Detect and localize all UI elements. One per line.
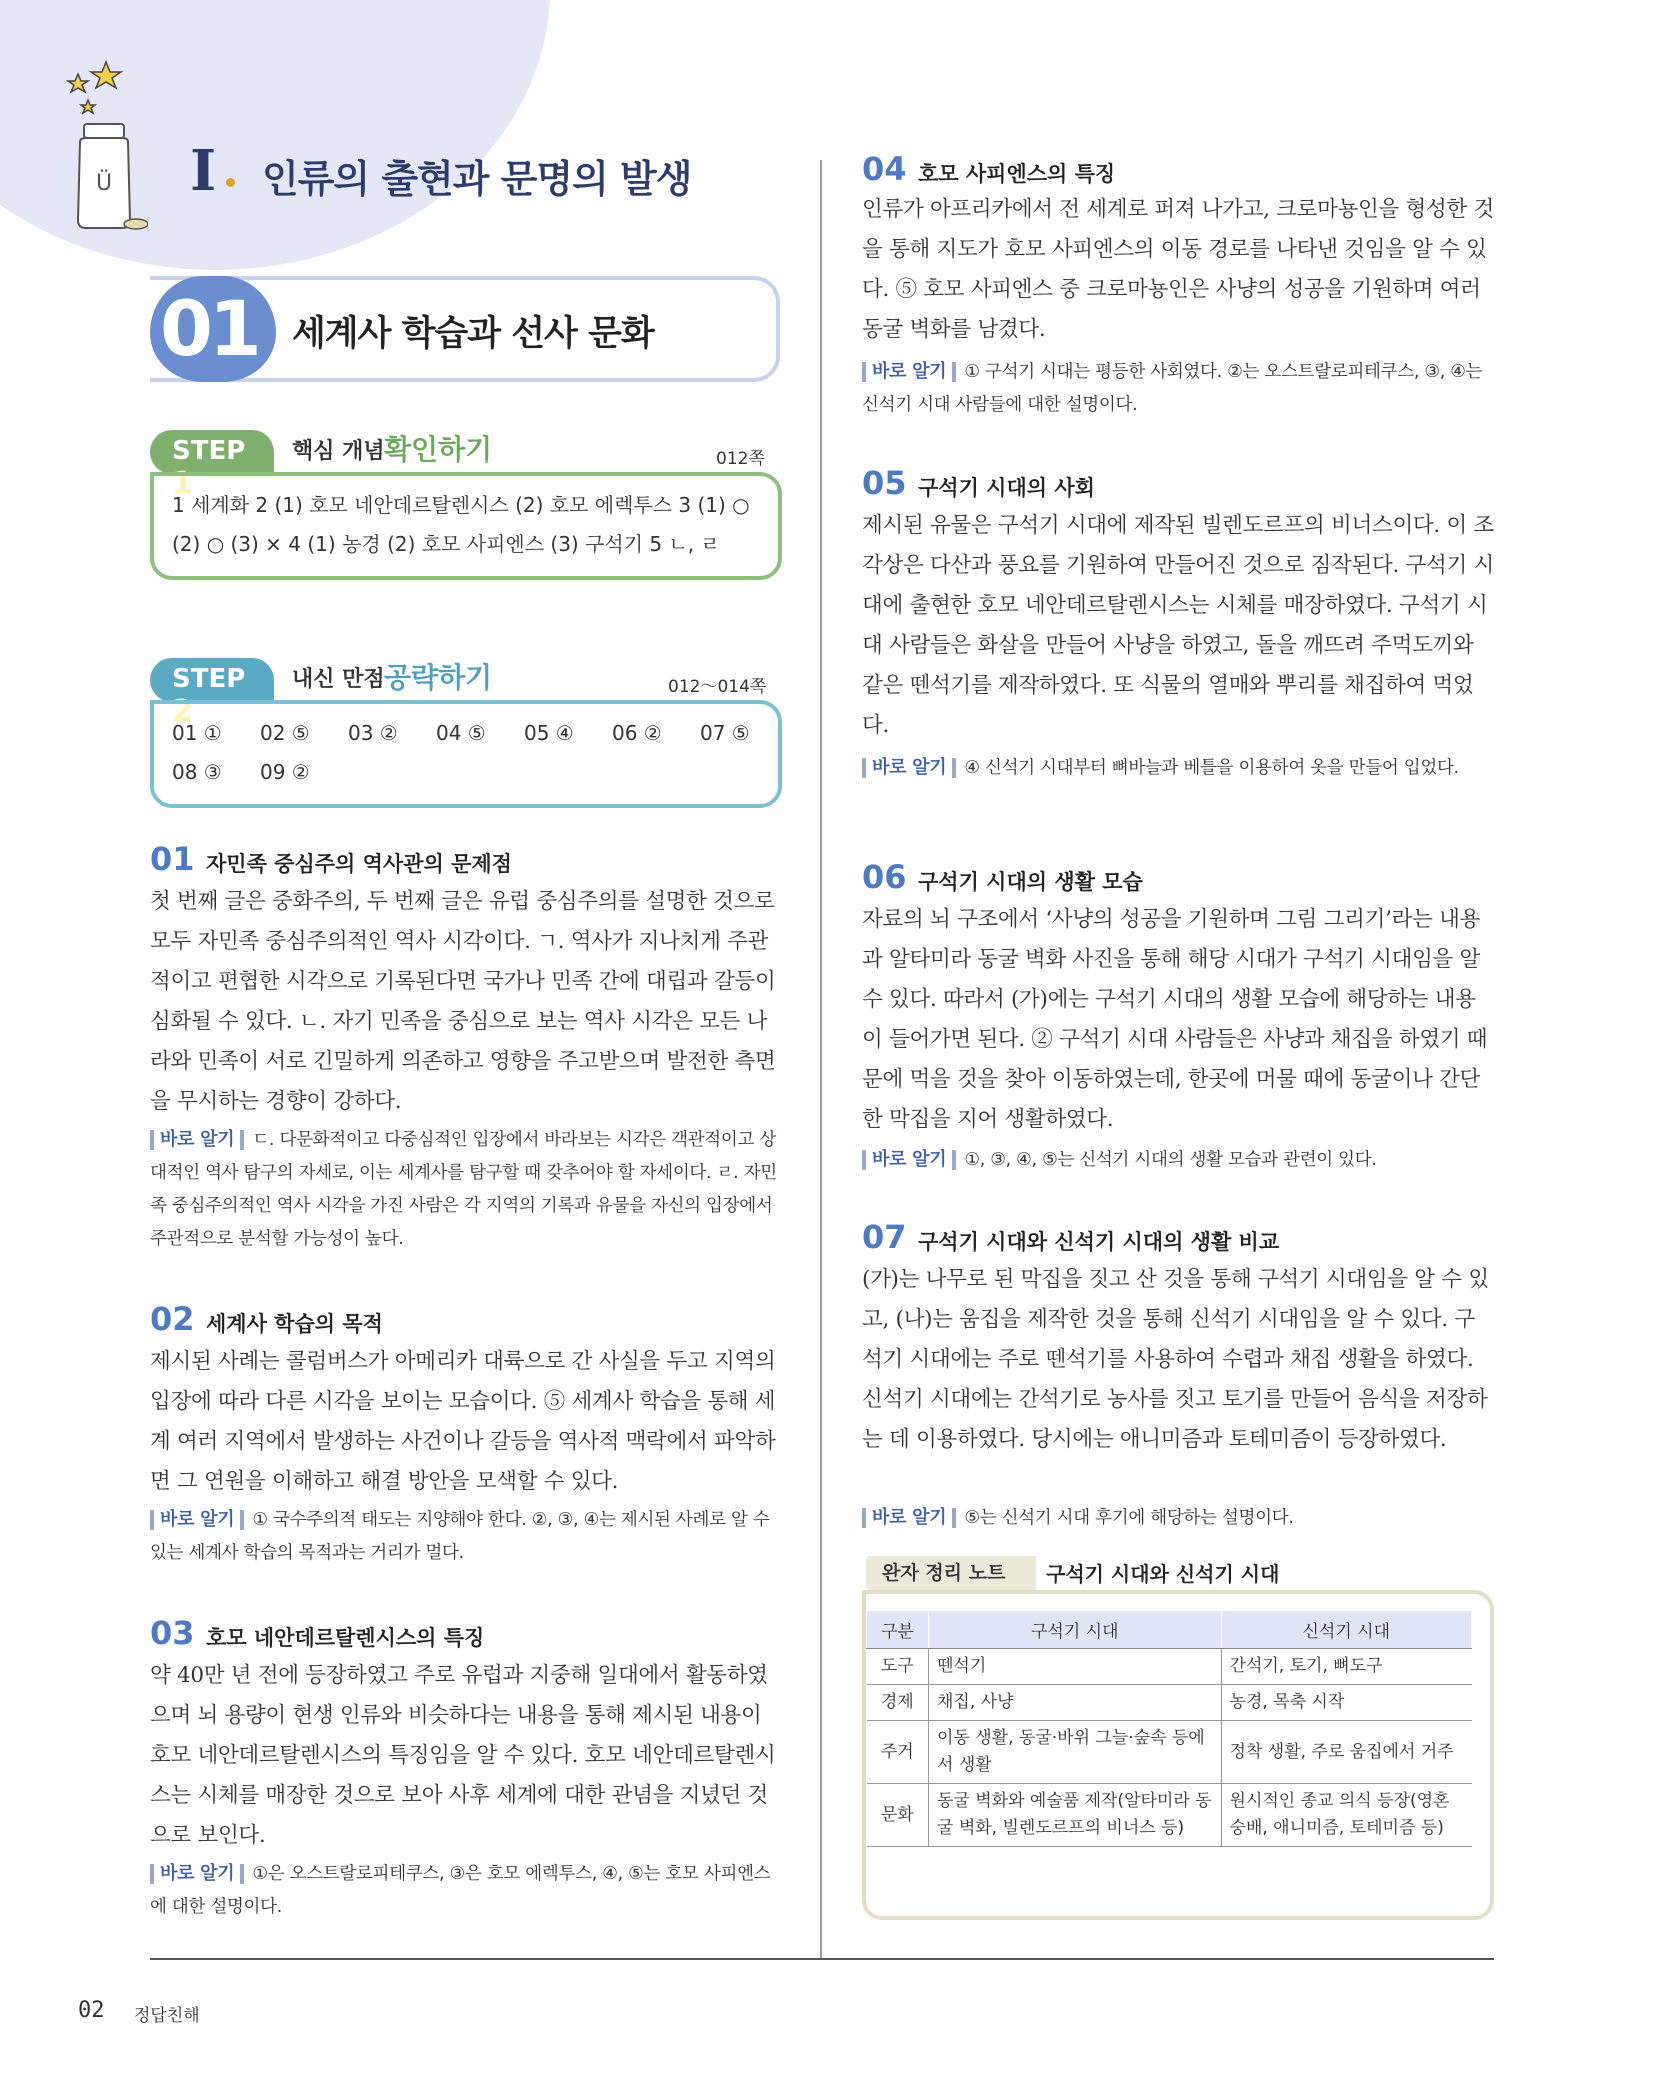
section-note: 바로 알기 ④ 신석기 시대부터 뼈바늘과 베틀을 이용하여 옷을 만들어 입었다. [862,752,1494,785]
section-number: 04 [862,150,907,188]
section-title: 구석기 시대의 사회 [918,476,1095,500]
step1-highlight: 확인하기 [384,433,493,466]
step2-answer: 01 ① [172,721,222,745]
table-cell: 정착 생활, 주로 움집에서 거주 [1221,1721,1471,1784]
section-number: 03 [150,1614,195,1652]
section-note: 바로 알기 ① 국수주의적 태도는 지양해야 한다. ②, ③, ④는 제시된 사례로 알 수 있는 세계사 학습의 목적과는 거리가 멀다. [150,1509,770,1563]
step1-line1: 1 세계화 2 (1) 호모 네안데르탈렌시스 (2) 호모 에렉투스 3 (1) ○ [172,493,750,517]
section-body: 약 40만 년 전에 등장하였고 주로 유럽과 지중해 일대에서 활동하였으며 뇌 용량이 현생 인류와 비슷하다는 내용을 통해 제시된 내용이 호모 네안데르탈렌시스의 특징임을 알 수 있다. 호모 네안데르탈렌시스는 시체를 매장한 것으로 보아 사후 세계에 대한 관념을 지녔던 것으로 보인다. [150,1663,776,1848]
table-header: 구석기 시대 [929,1611,1222,1649]
svg-text:Ü: Ü [96,171,113,196]
table-header: 신석기 시대 [1221,1611,1471,1649]
answer-tag: 바로 알기 [862,758,956,778]
table-cell: 도구 [867,1649,929,1685]
table-cell: 채집, 사냥 [929,1685,1222,1721]
section-number: 06 [862,858,907,896]
answer-tag: 바로 알기 [150,1510,244,1530]
table-cell: 원시적인 종교 의식 등장(영혼 숭배, 애니미즘, 토테미즘 등) [1221,1784,1471,1847]
step2-highlight: 공략하기 [384,661,493,694]
section-note: 바로 알기 ①은 오스트랄로피테쿠스, ③은 호모 에렉투스, ④, ⑤는 호모 사피엔스에 대한 설명이다. [150,1863,771,1917]
table-cell: 이동 생활, 동굴·바위 그늘·숲속 등에서 생활 [929,1721,1222,1784]
unit-title: 인류의 출현과 문명의 발생 [262,157,692,201]
step2-answer: 04 ⑤ [436,721,486,745]
section-body: 제시된 유물은 구석기 시대에 제작된 빌렌도르프의 비너스이다. 이 조각상은 다산과 풍요를 기원하여 만들어진 것으로 짐작된다. 구석기 시대에 출현한 호모 네안데르탈렌시스는 시체를 매장하였다. 구석기 시대 사람들은 화살을 만들어 사냥을 하였고, 돌을 깨뜨려 주먹도끼와 같은 뗀석기를 제작하였다. 또 식물의 열매와 뿌리를 채집하여 먹었다. [862,513,1494,738]
table-row [867,1721,1472,1784]
summary-label-badge: 완자 정리 노트 [866,1556,1036,1590]
section-body: 첫 번째 글은 중화주의, 두 번째 글은 유럽 중심주의를 설명한 것으로 모두 자민족 중심주의적인 역사 시각이다. ㄱ. 역사가 지나치게 주관적이고 편협한 시각으로 기록된다면 국가나 민족 간에 대립과 갈등이 심화될 수 있다. ㄴ. 자기 민족을 중심으로 보는 역사 시각은 모든 나라와 민족이 서로 긴밀하게 의존하고 영향을 주고받으며 발전한 측면을 무시하는 경향이 강하다. [150,889,776,1114]
table-cell: 뗀석기 [929,1649,1222,1685]
answer-tag: 바로 알기 [862,362,956,382]
section-title: 호모 사피엔스의 특징 [918,162,1116,186]
footer-label: 정답친해 [134,2006,200,2026]
step2-answer: 07 ⑤ [700,721,750,745]
step2-badge: STEP 2 [150,658,274,702]
table-cell: 문화 [867,1784,929,1847]
step2-answer: 06 ② [612,721,662,745]
section-note: 바로 알기 ⑤는 신석기 시대 후기에 해당하는 설명이다. [862,1502,1494,1535]
page-number: 02 [78,1998,105,2023]
column-divider [820,160,822,1960]
table-cell: 동굴 벽화와 예술품 제작(알타미라 동굴 벽화, 빌렌도르프의 비너스 등) [929,1784,1222,1847]
step1-page: 012쪽 [716,449,765,469]
section-body: 제시된 사례는 콜럼버스가 아메리카 대륙으로 간 사실을 두고 지역의 입장에 따라 다른 시각을 보이는 모습이다. ⑤ 세계사 학습을 통해 세계 여러 지역에서 발생하는 사건이나 갈등을 역사적 맥락에서 파악하면 그 연원을 이해하고 해결 방안을 모색할 수 있다. [150,1349,776,1494]
section-number: 01 [150,840,195,878]
summary-title: 구석기 시대와 신석기 시대 [1046,1562,1280,1586]
step2-page: 012～014쪽 [668,677,767,697]
unit-dot [226,178,235,187]
section-body: 인류가 아프리카에서 전 세계로 퍼져 나가고, 크로마뇽인을 형성한 것을 통해 지도가 호모 사피엔스의 이동 경로를 나타낸 것임을 알 수 있다. ⑤ 호모 사피엔스 중 크로마뇽인은 사냥의 성공을 기원하며 여러 동굴 벽화를 남겼다. [862,197,1494,342]
section-note: 바로 알기 ㄷ. 다문화적이고 다중심적인 입장에서 바라보는 시각은 객관적이고 상대적인 역사 탐구의 자세로, 이는 세계사를 탐구할 때 갖추어야 할 자세이다. ㄹ. 자민족 중심주의적인 역사 시각을 가진 사람은 각 지역의 기록과 유물을 자신의 입장에서 주관적으로 분석할 가능성이 높다. [150,1129,777,1249]
step2-answer: 09 ② [260,760,310,784]
step2-label: 내신 만점 [292,667,385,692]
section-title: 세계사 학습의 목적 [206,1312,383,1336]
answer-tag: 바로 알기 [862,1150,956,1170]
section-body: (가)는 나무로 된 막집을 짓고 산 것을 통해 구석기 시대임을 알 수 있고, (나)는 움집을 제작한 것을 통해 신석기 시대임을 알 수 있다. 구석기 시대에는 주로 뗀석기를 사용하여 수렵과 채집 생활을 하였다. 신석기 시대에는 간석기로 농사를 짓고 토기를 만들어 음식을 저장하는 데 이용하였다. 당시에는 애니미즘과 토테미즘이 등장하였다. [862,1267,1489,1452]
step2-answer: 03 ② [348,721,398,745]
section-body: 자료의 뇌 구조에서 ‘사냥의 성공을 기원하며 그림 그리기’라는 내용과 알타미라 동굴 벽화 사진을 통해 해당 시대가 구석기 시대임을 알 수 있다. 따라서 (가)에는 구석기 시대의 생활 모습에 해당하는 내용이 들어가면 된다. ② 구석기 시대 사람들은 사냥과 채집을 하였기 때문에 먹을 것을 찾아 이동하였는데, 한곳에 머물 때에 동굴이나 간단한 막집을 지어 생활하였다. [862,907,1488,1132]
table-cell: 주거 [867,1721,929,1784]
answer-tag: 바로 알기 [150,1130,244,1150]
lesson-number: 01 [160,284,258,373]
section-number: 07 [862,1218,907,1256]
table-row [867,1649,1472,1685]
table-cell: 간석기, 토기, 뼈도구 [1221,1649,1471,1685]
step2-answer: 08 ③ [172,760,222,784]
step1-label: 핵심 개념 [292,439,385,464]
section-title: 구석기 시대의 생활 모습 [918,870,1143,894]
table-cell: 농경, 목축 시작 [1221,1685,1471,1721]
section-note: 바로 알기 ①, ③, ④, ⑤는 신석기 시대의 생활 모습과 관련이 있다. [862,1144,1494,1177]
section-number: 05 [862,464,907,502]
section-note: 바로 알기 ① 구석기 시대는 평등한 사회였다. ②는 오스트랄로피테쿠스, ③, ④는 신석기 시대 사람들에 대한 설명이다. [862,361,1483,415]
step2-answer: 02 ⑤ [260,721,310,745]
summary-table [866,1610,1472,1847]
table-cell: 경제 [867,1685,929,1721]
step2-answer: 05 ④ [524,721,574,745]
answer-tag: 바로 알기 [862,1508,956,1528]
section-title: 자민족 중심주의 역사관의 문제점 [206,852,512,876]
table-row [867,1784,1472,1847]
lesson-title: 세계사 학습과 선사 문화 [292,314,654,354]
table-row [867,1685,1472,1721]
unit-number: Ⅰ [190,138,217,204]
footer-rule [150,1958,1494,1960]
section-title: 구석기 시대와 신석기 시대의 생활 비교 [918,1230,1280,1254]
answer-tag: 바로 알기 [150,1864,244,1884]
step1-badge: STEP 1 [150,430,274,474]
table-header: 구분 [867,1611,929,1649]
section-title: 호모 네안데르탈렌시스의 특징 [206,1626,485,1650]
section-number: 02 [150,1300,195,1338]
step1-line2: (2) ○ (3) × 4 (1) 농경 (2) 호모 사피엔스 (3) 구석기 5 ㄴ, ㄹ [172,532,720,556]
jar-icon [72,120,148,232]
